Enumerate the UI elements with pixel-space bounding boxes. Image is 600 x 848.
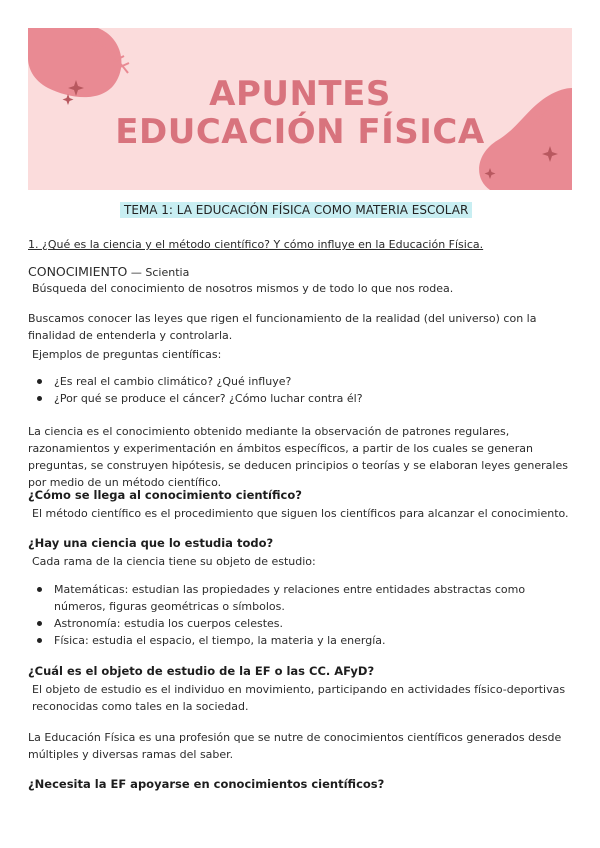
conocimiento-dash: — [130,266,142,279]
conocimiento-definition: Búsqueda del conocimiento de nosotros mismos y de todo lo que nos rodea. [32,282,454,295]
paragraph-profesion: La Educación Física es una profesión que se nutre de conocimientos científicos generados desde múltiples y diversas ramas del saber. [28,731,562,761]
conocimiento-line [28,263,568,281]
examples-intro: Ejemplos de preguntas científicas: [32,348,222,361]
question-heading: 1. ¿Qué es la ciencia y el método científico? Y cómo influye en la Educación Física. [28,238,484,251]
question-necesita: ¿Necesita la EF apoyarse en conocimientos científicos? [28,777,385,791]
list-item: ¿Es real el cambio climático? ¿Qué influye? [28,373,568,390]
list-item: ¿Por qué se produce el cáncer? ¿Cómo luchar contra él? [28,390,568,407]
page-title-line2: EDUCACIÓN FÍSICA [115,112,485,152]
conocimiento-latin: Scientia [145,266,190,279]
examples-list [28,373,568,407]
paragraph-ciencia: La ciencia es el conocimiento obtenido mediante la observación de patrones regulares, razonamientos y experimentación en ámbitos específicos, a partir de los cuales se generan preguntas, se construyen hipótesis, se deducen principios o teorías y se elaboran leyes generales por medio de un método científico. [28,425,568,489]
paragraph-leyes: Buscamos conocer las leyes que rigen el funcionamiento de la realidad (del universo) con la finalidad de entenderla y controlarla. [28,312,537,342]
question-objeto: ¿Cuál es el objeto de estudio de la EF o las CC. AFyD? [28,664,375,678]
answer-objeto: El objeto de estudio es el individuo en movimiento, participando en actividades físico-deportivas reconocidas como tales en la sociedad. [32,683,566,713]
answer-llega: El método científico es el procedimiento que siguen los científicos para alcanzar el conocimiento. [32,507,569,520]
ramas-list [28,581,568,649]
list-item: Astronomía: estudia los cuerpos celestes. [28,615,568,632]
topic-heading: TEMA 1: LA EDUCACIÓN FÍSICA COMO MATERIA ESCOLAR [120,202,472,218]
question-llega: ¿Cómo se llega al conocimiento científico? [28,488,302,502]
conocimiento-term: CONOCIMIENTO [28,264,128,279]
page-title-line1: APUNTES [209,74,391,114]
list-item: Física: estudia el espacio, el tiempo, la materia y la energía. [28,632,568,649]
question-todo: ¿Hay una ciencia que lo estudia todo? [28,536,274,550]
list-item: Matemáticas: estudian las propiedades y relaciones entre entidades abstractas como números, figuras geométricas o símbolos. [28,581,568,615]
answer-todo: Cada rama de la ciencia tiene su objeto de estudio: [32,555,316,568]
header-banner [28,28,572,190]
